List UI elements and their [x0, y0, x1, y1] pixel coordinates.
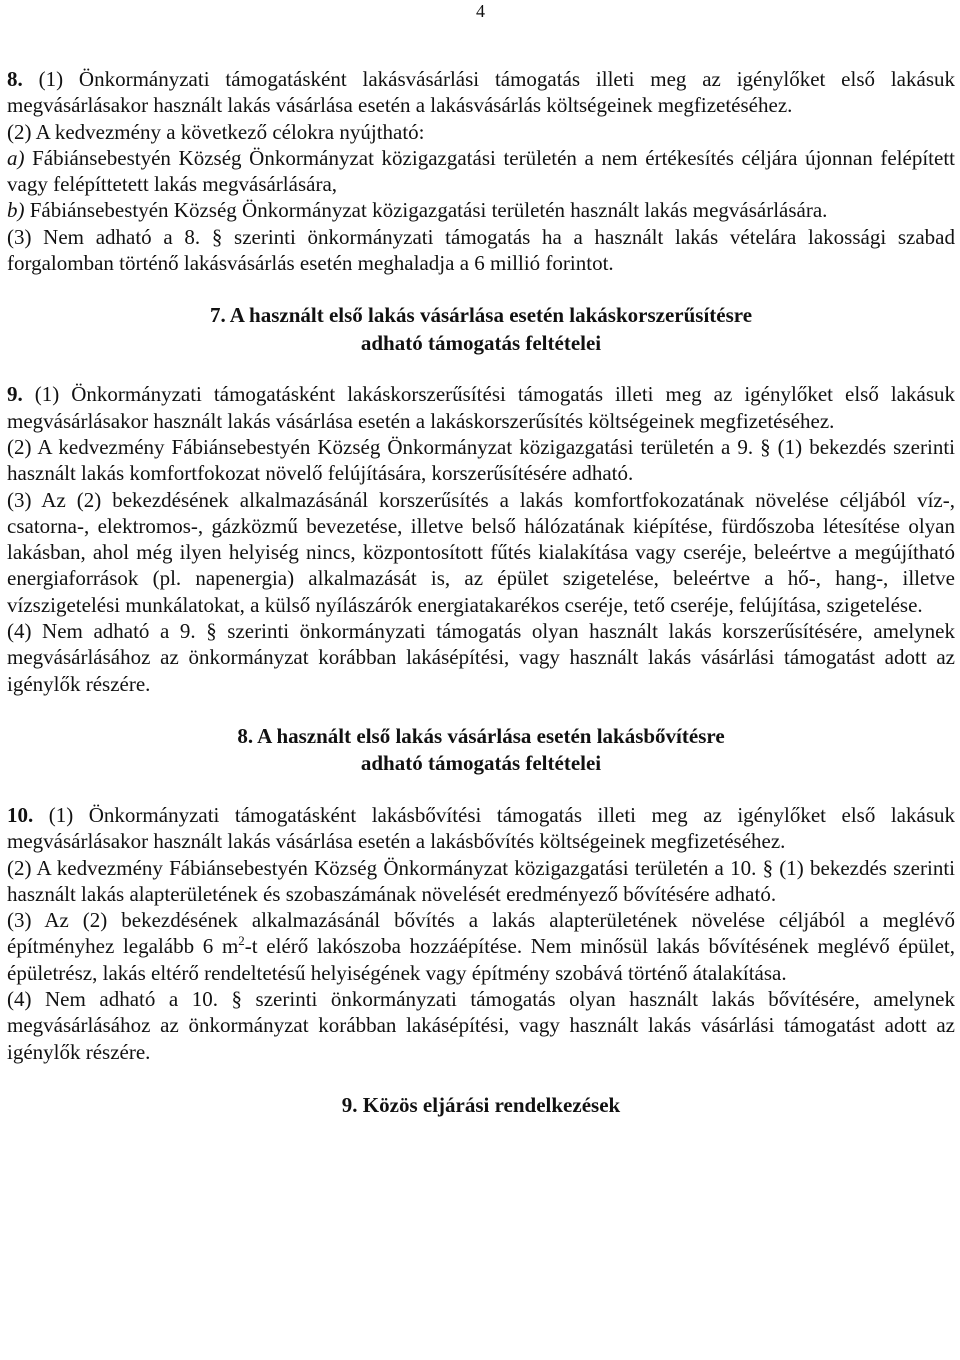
section-10-paragraph-3: (3) Az (2) bekezdésének alkalmazásánál bővítés a lakás alapterületének növelése céljából a meglévő építményhez legalább 6 $m^2-t$ elérő lakószoba hozzáépítése. Nem minősül lakás bővítésének meglévő épület, épületrész, lakás eltérő rendeltetésű helyiségének vagy építmény szobává történő átalakítása.: [7, 908, 955, 985]
section-10-paragraph-1: 10. (1) Önkormányzati támogatásként lakásbővítési támogatás illeti meg az igénylőket első lakásuk megvásárlásakor használt lakás vásárlása esetén a lakásbővítés költségeinek megfizetéséhez.: [7, 802, 955, 854]
section-8-number: 8.: [7, 67, 23, 91]
section-8-point-a: a) Fábiánsebestyén Község Önkormányzat közigazgatási területén a nem értékesítés céljára újonnan felépített vagy felépíttetett lakás megvásárlására,: [7, 145, 955, 197]
section-8-paragraph-2: (2) A kedvezmény a következő célokra nyújtható:: [7, 119, 425, 144]
section-8-point-b: b) Fábiánsebestyén Község Önkormányzat közigazgatási területén használt lakás megvásárlására.: [7, 198, 828, 223]
document-body: [7, 66, 955, 1119]
section-9-paragraph-2: (2) A kedvezmény Fábiánsebestyén Község Önkormányzat közigazgatási területén a 9. § (1) bekezdés szerinti használt lakás komfortfokozat növelő felújítására, korszerűsítésére adható.: [7, 434, 955, 486]
section-9-paragraph-1: 9. (1) Önkormányzati támogatásként lakáskorszerűsítési támogatás illeti meg az igénylőket első lakásuk megvásárlásakor használt lakás vásárlása esetén a lakáskorszerűsítés költségeinek megfizetéséhez.: [7, 382, 955, 433]
section-8-paragraph-1: 8. (1) Önkormányzati támogatásként lakásvásárlási támogatás illeti meg az igénylőket első lakásuk megvásárlásakor használt lakás vásárlása esetén a lakásvásárlás költségeinek megfizetéséhez.: [7, 67, 955, 118]
page-number: 4: [476, 1, 485, 21]
section-9-paragraph-3: (3) Az (2) bekezdésének alkalmazásánál korszerűsítés a lakás komfortfokozatának növelése céljából víz-, csatorna-, elektromos-, gázközmű bevezetése, illetve belső hálózatának kiépítése, fürdőszoba létesítése olyan lakásban, ahol még ilyen helyiség nincs, központosított fűtés kialakítása vagy cseréje, beleértve a megújítható energiaforrások (pl. napenergia) alkalmazását is, az épület szigetelése, beleértve a hő-, hang-, illetve vízszigetelési munkálatokat, a külső nyílászárók energiatakarékos cseréje, tető cseréje, felújítása, szigetelése.: [7, 487, 955, 617]
section-10-paragraph-4: (4) Nem adható a 10. § szerinti önkormányzati támogatás olyan használt lakás bővítésére, amelynek megvásárlásához az önkormányzat korábban lakásépítési, vagy használt lakás vásárlási támogatást adott az igénylők részére.: [7, 987, 955, 1064]
heading-9: 9. Közös eljárási rendelkezések: [341, 1092, 621, 1117]
section-8-paragraph-3: (3) Nem adható a 8. § szerinti önkormányzati támogatás ha a használt lakás vételára lakossági szabad forgalomban történő lakásvásárlás esetén meghaladja a 6 millió forintot.: [7, 224, 955, 276]
section-10-paragraph-2: (2) A kedvezmény Fábiánsebestyén Község Önkormányzat közigazgatási területén a 10. § (1) bekezdés szerinti használt lakás alapterületének és szobaszámának növelését eredményező bővítésére adható.: [7, 855, 955, 906]
heading-7: 7. A használt első lakás vásárlása esetén lakáskorszerűsítésre adható támogatás feltételei: [209, 303, 753, 355]
section-9-number: 9.: [7, 382, 23, 407]
section-9-paragraph-4: (4) Nem adható a 9. § szerinti önkormányzati támogatás olyan használt lakás korszerűsítésére, amelynek megvásárlásához az önkormányzat korábban lakásépítési, vagy használt lakás vásárlási támogatást adott az igénylők részére.: [7, 619, 955, 696]
heading-8: 8. A használt első lakás vásárlása esetén lakásbővítésre adható támogatás feltételei: [237, 723, 725, 776]
section-10-number: 10.: [7, 802, 34, 827]
